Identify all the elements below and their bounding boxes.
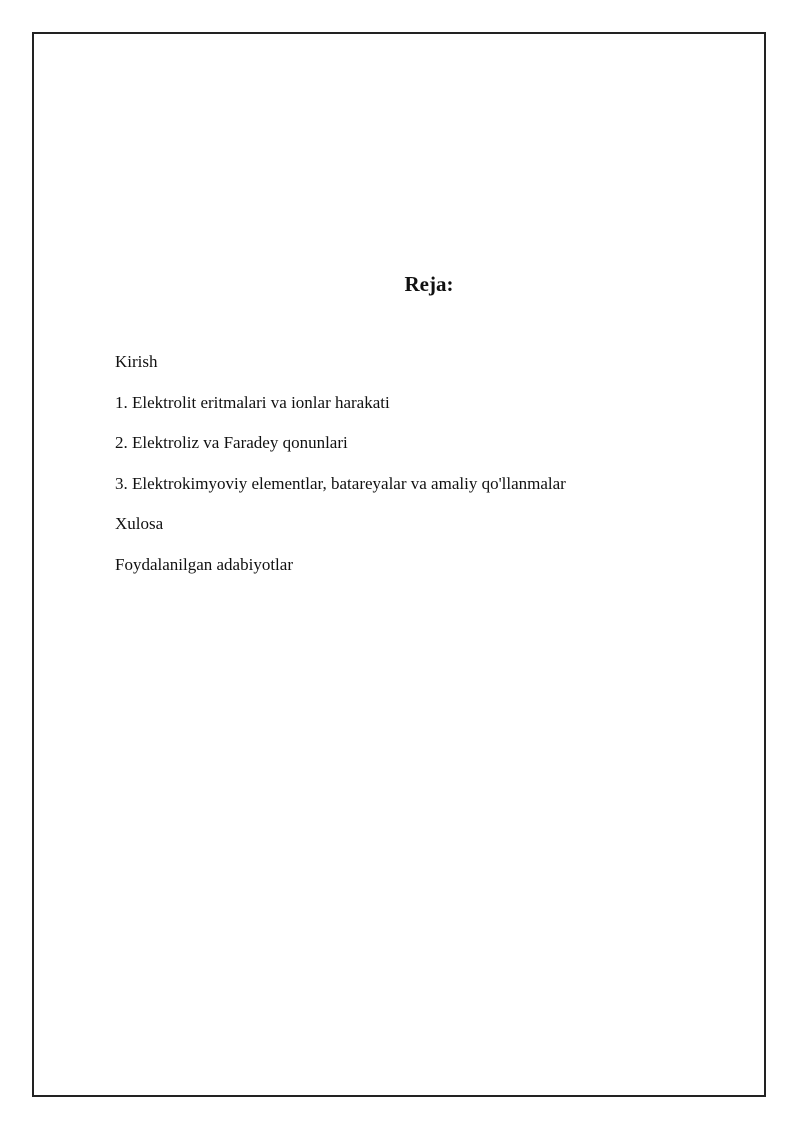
- toc-item-section-2: 2. Elektroliz va Faradey qonunlari: [115, 433, 348, 452]
- toc-item-introduction: Kirish: [115, 352, 158, 371]
- page-title: Reja:: [404, 272, 454, 296]
- toc-item-conclusion: Xulosa: [115, 514, 164, 533]
- toc-item-section-3: 3. Elektrokimyoviy elementlar, batareyalar va amaliy qo'llanmalar: [115, 473, 566, 493]
- toc-item-section-1: 1. Elektrolit eritmalari va ionlar harakati: [115, 392, 390, 412]
- toc-item-references: Foydalanilgan adabiyotlar: [115, 554, 293, 574]
- table-of-contents: [115, 349, 566, 592]
